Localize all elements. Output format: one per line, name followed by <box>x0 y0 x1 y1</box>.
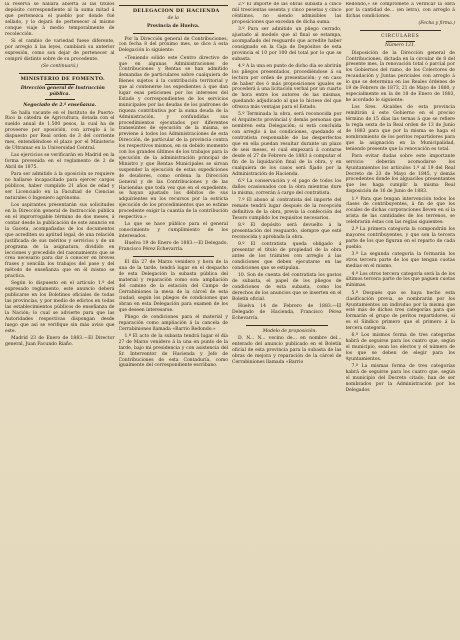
heading-connector: de la <box>167 16 179 22</box>
paragraph: Disposición de la Dirección general de Contribuciones, dictada en la circular de 8 del presente mes, la renovación total ó parcial por los Gobiernos del ramo, de los Colectores de recaudación y Juntas periciales con arreglo á lo que se determina en las Reales órdenes de 19 de Febrero de 1873, 21 de Mayo de 1880, y especialmente en la de 18 de Enero de 1883, he acordado lo siguiente: <box>345 50 455 103</box>
column-1 <box>5 2 115 640</box>
paragraph: Para evitar dudas sobre este importante servicio deberán acomodarse los Ayuntamientos los artículos 1.º al 19 del Real Decreto de 23 de Mayo de 1845, y demás procedentes donde los alguaciles presentantes que les haga cumplir la misma Real disposición de 16 de Junio de 1883. <box>345 153 455 195</box>
paragraph: Si el cambio de variedad fuese diferente, por arreglo á las leyes, cambiará su anterior expresión, como son dejar de pertenecer al compró distinto sobre de su procedente. <box>5 38 115 62</box>
section-heading-delegacion: DELEGACION DE HACIENDA <box>132 8 220 14</box>
date-and-signature-placeholder: (Fecha y firma.) <box>418 21 455 27</box>
paragraph: 1.º El acto de la subasta tendrá lugar el día 27 de Marzo venidero á la una en punto de la tarde, bajo mi presidencia y con asistencia del Sr. Interventor de Hacienda y Jefe de Contribuciones de esta Contaduría, como igualmente del correspondiente escribano. <box>118 333 228 369</box>
paragraph: Lo que se hace público para el general conocimiento y cumplimiento de los interesados. <box>118 222 228 240</box>
paragraph: Pliego de condiciones para el material y reparación como ampliación á la cancela de Cerrabiniones llamada «Barrio Redondo.» <box>118 314 228 332</box>
column-2 <box>119 2 229 640</box>
paragraph: 6.º La conservación y el pago de todos los daños ocasionados con la obra mientras dure la misma, correrán á cargo del contratista. <box>232 178 342 196</box>
section-heading-circulares: CIRCULARES <box>381 34 420 40</box>
paragraph: 5.º Terminada la obra, será reconocida por el Arquitecto provincial y demás personas que nombren esta Delegación; si está concluída con arreglo á las condiciones, quedando el contratista responsable de las desperfectos que en ella puedan resultar durante un plazo de seis meses, el cual empezará á contarse desde el 27 de Febrero de 1883 á computar el fin de la liquidación final de la obra, y en cualquiera de los casos será fijado por la Administración de Hacienda. <box>232 112 342 177</box>
divider <box>119 5 229 6</box>
paragraph: 10. Son de cuenta del contratista los gastos de subasta, el papel de los pliegos de condiciones de esta subasta, como los derechos de los anuncios que se inserten en el Boletín oficial. <box>232 273 342 302</box>
paragraph: 5.º Después que se haya hecho esta clasificación previa, se nombrarán por los Ayuntamientos un individuo por la misma que esté más de dichos tres categorías para que formarán el grupo de peritos repartidores, si es el Síndico primero que el primero á la tercera categoría. <box>345 290 455 332</box>
continuation-note: (Se continuará.) <box>41 63 79 69</box>
paragraph: 7.º La mismas forma de tres categorías habrá de seguirse para los cuatro que, según el municipio del Decreto citado, han de ser nombrados por la Administración por los Delegados <box>345 364 455 393</box>
paragraph: Se halla vacante en el Instituto de Puerto-Rico la cátedra de Agricultura, dotada con el sueldo anual de 1.500 pesos, la cual ha de proveerse por oposición, con arreglo á lo dispuesto por Real orden de 3 del corriente mes, entendiéndose el plazo por el Ministerio de Ultramar en la Universidad Central. <box>5 110 115 151</box>
section-heading-ministry: MINISTERIO DE FOMENTO. <box>20 75 106 82</box>
divider <box>133 256 215 257</box>
divider <box>19 73 101 74</box>
paragraph: 4.º A la una en punto de dicho día se abrirán los pliegos presentados, procediéndose á su lectura por orden de presentación; y en caso de haber dos ó más proposiciones iguales se procederá á una licitación verbal por un cuarto de hora entre los autores de las mismas, quedando adjudicado al que lo hiciese del que ofrezca más ventajas para el Estado. <box>232 63 342 111</box>
divider <box>45 99 75 100</box>
paragraph: Para ser admitido á la oposición se requiere no hallarse incapacitado para ejercer cargos públicos, haber cumplido 21 años de edad y ser Licenciado en la Facultad de Ciencias naturales ó Ingeniero agrónomo. <box>5 172 115 202</box>
paragraph: 3.º La segunda categoría la formarán los otros tercera parte de los que tengan cuotas medias en el mismo. <box>345 252 455 270</box>
column-3 <box>232 2 342 640</box>
province-heading: Provincia de Huelva. <box>146 23 200 29</box>
circular-number: Número 121. <box>385 43 416 49</box>
paragraph: Redondo,» se compromete á verificar la obra por la cantidad de... (en letra), con arreglo á dichas condiciones. <box>345 2 455 19</box>
paragraph: «Teniendo sólido este Centro directivo de que en algunas Administraciones de Contribuciones y Rentas se han admitido demandas de particulares sobre cualquiera de Bienes sujetos á la contribución territorial y que al contenerse los expedientes á que dan lugar esas peticiones por los intereses del Estado y correspondientes de los servicios municipales por las deudas de los padrones de riqueza contributiva por la suma deuda de la Administración, y confundidas sus procedimientos ejecutados por diferentes transeúntes de ejecución de la misma, se previene á todos los Administraciones de esta Dirección, de particular de la provincia contra los respectivos mismos, en su debido momento con los grandes últimos de los trabajos para la ejecución de la administración principal de Ministro y que Rentas Municipales se sirvan suspender la ejecución de estas expediciones de deudores, como ordena la Dirección General y de las Contribuciones y de las Haciendas que toda vez que en el expediente, se hayan ajustado los débitos de sus adquirientes en los recursos por la estricta ejecución de los procedimientos que se estime procedente exigir la cuantía de la contribución respectiva.» <box>118 55 228 221</box>
section-subheading-direction: Dirección general de Instrucción pública. <box>20 86 105 97</box>
column-4 <box>346 2 456 640</box>
paragraph: Las ejercicios se verificarán en Madrid en la forma prevenida en el reglamento de 2 de Abril de 1875. <box>5 153 115 171</box>
paragraph: D. N... N... vecino de... en nombre del... enterado del anuncio publicado en el Boletín oficial de esta provincia para la subasta de las obras de mejora y reparación de la cárcel de Cerrabiniones llamada «Barrio <box>232 335 342 365</box>
divider <box>45 84 75 85</box>
paragraph: 1.º Para que tengan intervención todos los clases de contribuyentes, á fin de que los vocales de dichas corporaciones lleven en sí la arista de las cantidades de los terrenos, se celebrarán éstas con las reglas siguientes: <box>345 196 455 226</box>
divider <box>133 33 215 34</box>
date-signature: Huelva 19 de Enero de 1883.—El Delegado, Francisco Pérez Echevarría. <box>118 241 228 253</box>
divider <box>360 30 442 31</box>
paragraph: la reserva se hallará abierta al las títulos depósito correspondiente al la suma mitad á que pertenezca el pueblo por donde fué sellado, y lo dejará de pertenecer al mismo conque viaje á medio temporalmente de recolección. <box>5 2 115 37</box>
negociado-title: Negociado de 2.ª enseñanza. <box>23 103 97 109</box>
paragraph: Los Sres. Alcaldes de esta provincia remitirán á este Gobierno en el preciso término de 15 días las ternas á que se refiere la regla sexta de la Real orden de 13 de Junio de 1883 para que por la misma se haga el nombramiento de los peritos repartidores para que la asignación en la Municipalidad, teniendo presente que la renovación es total. <box>345 105 455 152</box>
paragraph: 6.º Los mismos forma de tres categorías habrá de seguirse para los cuatro que, según el municipio, sean los electos y el número de los que se deben de elegir para los Ayuntamientos. <box>345 333 455 363</box>
model-heading: Modelo de proposición. <box>262 328 317 334</box>
divider <box>246 325 328 326</box>
paragraph: 2.º La primera categoría la compondrán los mayores contribuyentes, y que son la tercera parte de los que figuran en el reparto de cada pueblo. <box>345 227 455 251</box>
paragraph: Según lo dispuesto en el artículo 1.º del expresado reglamento, este anuncio deberá publicarse en los Boletines oficiales de todas las provincias, y por medio de edictos en todas las establecimientos públicos de enseñanza de la Nación; lo cual se advierte para que las Autoridades respectivas dispongan desde luego que así se verifique sin más aviso que este. <box>5 281 115 334</box>
paragraph: 2.º El importe de las obras subasta á cinco mil trescientas sesenta y cinco pesetas y cinco céntimos, no siendo admisibles las proposiciones que excedan de dicha suma. <box>232 2 342 25</box>
paragraph: 9.º El contratista queda obligado á presentar el título de propiedad de la obra antes de los trámites con arreglo á las condiciones que deben ejecutarse en las condiciones que se estipulan. <box>232 242 342 271</box>
date-signature: Madrid 23 de Enero de 1883.—El Director general, Juan Facundo Riaño. <box>5 336 115 347</box>
paragraph: El día 27 de Marzo venidero y hora de la una de la tarde, tendrá lugar en el despacho de esta Delegación la subasta pública del material y reparación como son: ampliación del camino de la estación del Campo de Cerrabiniones la mesa de la cárcel de esta ciudad, según los pliegos de condiciones que obran en esta Delegación para examen de los que deseen interesarse. <box>118 260 228 313</box>
paragraph: 3.º Para ser admitido un pliego cerrado, ajustado al modelo que al final se estampa, acompañado del resguardo que acredite haber consignado en la Caja de Depósitos de esta provincia el 10 por 100 del total por lo que se subasta. <box>232 27 342 62</box>
paragraph: 4.º Los otros tercera categoría será la de los últimos tercera parte de los que paguen cuotas mínimas. <box>345 271 455 289</box>
paragraph: Los aspirantes presentarán sus solicitudes en la Dirección general de Instrucción pública en el improrrogable término de dos meses, á contar desde la publicación de este anuncio en la Gaceta, acompañadas de los documentos que acrediten su aptitud legal, de una relación justificada de sus méritos y servicios y de un programa de la asignatura, dividido en lecciones y precedido del razonamiento que se crea necesario para dar á conocer en breves frases y sencilla los trabajos del pase y del método de enseñanza que en él mismo se practica. <box>5 203 115 280</box>
date-signature: Huelva 14 de Febrero de 1883.—El Delegado de Hacienda, Francisco Pérez Echevarría. <box>232 303 342 321</box>
paragraph: Por la Dirección general de Contribuciones, con fecha 8 del próximo mes, se dice á esta Delegación lo siguiente: <box>118 36 228 54</box>
paragraph: 7.º El abono al contratista del importe del remate tendrá lugar después de la recepción definitiva de la obra, previa la confección del Tesoro cumplido los requisitos necesarios. <box>232 197 342 221</box>
paragraph: 8.º El depósito será devuelto á la presentación del resguardo, siempre que esté reconocida y aprobada la obra. <box>232 222 342 240</box>
